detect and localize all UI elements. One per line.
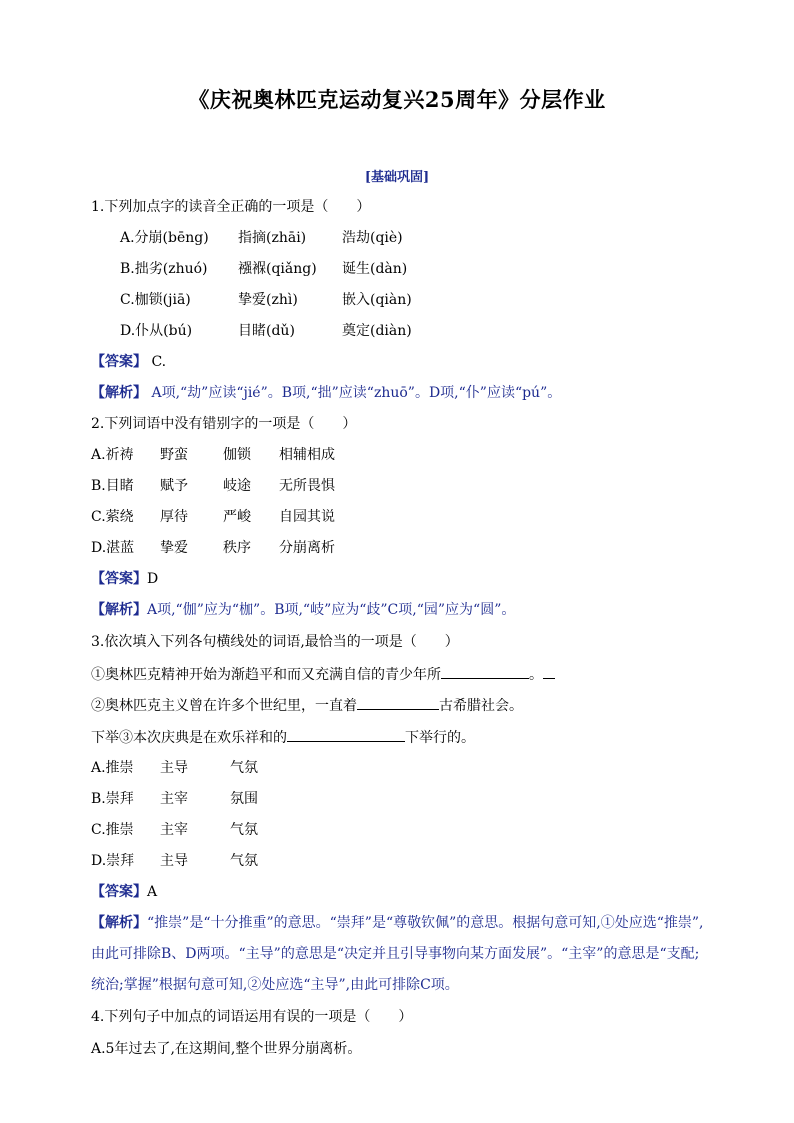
sentence-text: ②奥林匹克主义曾在许多个世纪里，一直着 [91,698,357,714]
sentence-end: 。 [529,667,543,683]
q2-option-b-word2: 赋予 [160,478,188,494]
q3-option-d-word1: D.崇拜 [91,853,135,869]
q3-answer [91,882,157,902]
q1-option-a-word1: A.分崩(bēng) [120,230,209,246]
answer-value: D [147,571,159,587]
q3-option-b-word2: 主宰 [160,791,188,807]
analysis-text: A项,“劫”应读“jié”。B项,“拙”应读“zhuō”。D项,“仆”应读“pú”。 [151,385,562,401]
fill-blank [357,694,439,710]
q2-option-d-word1: D.湛蓝 [91,540,135,556]
analysis-text: A项,“伽”应为“枷”。B项,“岐”应为“歧”C项,“园”应为“圆”。 [147,602,516,618]
sentence-text: ①奥林匹克精神开始为渐趋平和而又充满自信的青少年所 [91,667,441,683]
q3-option-b-word3: 氛围 [230,791,258,807]
q2-answer [91,569,158,589]
q1-option-d-word2: 目睹(dǔ) [238,323,295,339]
q1-option-a-word3: 浩劫(qiè) [342,230,403,246]
q4-option-a: A.5年过去了,在这期间,整个世界分崩离析。 [91,1041,362,1057]
sentence-end: 下举行的。 [405,730,475,746]
q2-analysis [91,600,515,620]
q3-option-c-word3: 气氛 [230,822,258,838]
q3-option-c-word1: C.推崇 [91,822,134,838]
q3-sentence-2 [91,694,523,716]
question-1-stem: 1.下列加点字的读音全正确的一项是（ ） [91,199,371,215]
answer-label: 【答案】 [91,884,147,900]
q3-option-d-word3: 气氛 [230,853,258,869]
q3-option-a-word3: 气氛 [230,760,258,776]
q2-option-a-word3: 伽锁 [223,447,251,463]
q3-option-a-word2: 主导 [160,760,188,776]
fill-blank-tail [543,663,555,679]
q2-option-d-word4: 分崩离析 [279,540,335,556]
q1-option-d-word3: 奠定(diàn) [342,323,412,339]
q2-option-c-word3: 严峻 [223,509,251,525]
analysis-text: “推崇”是“十分推重”的意思。“崇拜”是“尊敬钦佩”的意思。根据句意可知,①处应选“推崇”,由此可排除B、D两项。“主导”的意思是“决定并且引导事物向某方面发展”。“主宰”的意思是“支配;统治;掌握”根据句意可知,②处应选“主导”,由此可排除C项。 [91,915,704,993]
q2-option-b-word3: 岐途 [223,478,251,494]
q1-option-c-word3: 嵌入(qiàn) [342,292,412,308]
question-4-stem: 4.下列句子中加点的词语运用有误的一项是（ ） [91,1009,413,1025]
analysis-label: 【解析】 [91,602,147,618]
q1-option-b-word3: 诞生(dàn) [342,261,408,277]
fill-blank [287,726,405,742]
q2-option-d-word2: 挚爱 [160,540,188,556]
q1-answer [91,352,166,372]
q3-option-b-word1: B.崇拜 [91,791,134,807]
sentence-text: 下举③本次庆典是在欢乐祥和的 [91,730,287,746]
q3-option-a-word1: A.推崇 [91,760,134,776]
q2-option-b-word4: 无所畏惧 [279,478,335,494]
q2-option-d-word3: 秩序 [223,540,251,556]
q2-option-c-word4: 自园其说 [279,509,335,525]
q1-option-a-word2: 指摘(zhāi) [238,230,307,246]
section-heading: [基础巩固] [364,170,430,185]
q3-sentence-3 [91,726,475,748]
q2-option-a-word2: 野蛮 [160,447,188,463]
q1-option-d-word1: D.仆从(bú) [120,323,193,339]
analysis-label: 【解析】 [91,385,147,401]
q1-analysis [91,383,561,403]
q2-option-a-word4: 相辅相成 [279,447,335,463]
q3-option-c-word2: 主宰 [160,822,188,838]
fill-blank [441,663,529,679]
q3-sentence-1 [91,663,555,685]
q1-option-c-word2: 挚爱(zhì) [238,292,298,308]
question-2-stem: 2.下列词语中没有错别字的一项是（ ） [91,416,357,432]
page-title: 《庆祝奥林匹克运动复兴25周年》分层作业 [188,87,606,112]
q2-option-c-word2: 厚待 [160,509,188,525]
q2-option-a-word1: A.祈祷 [91,447,134,463]
q3-analysis [91,908,711,1001]
answer-label: 【答案】 [91,571,147,587]
analysis-label: 【解析】 [91,915,147,931]
q1-option-b-word2: 襁褓(qiǎng) [238,261,317,277]
q2-option-c-word1: C.萦绕 [91,509,134,525]
sentence-end: 古希腊社会。 [439,698,523,714]
q1-option-c-word1: C.枷锁(jiā) [120,292,191,308]
answer-value: A [147,884,158,900]
q1-option-b-word1: B.拙劣(zhuó) [120,261,208,277]
q2-option-b-word1: B.目睹 [91,478,134,494]
answer-label: 【答案】 [91,354,147,370]
answer-value: C. [151,354,167,370]
q3-option-d-word2: 主导 [160,853,188,869]
question-3-stem: 3.依次填入下列各句横线处的词语,最恰当的一项是（ ） [91,634,459,650]
